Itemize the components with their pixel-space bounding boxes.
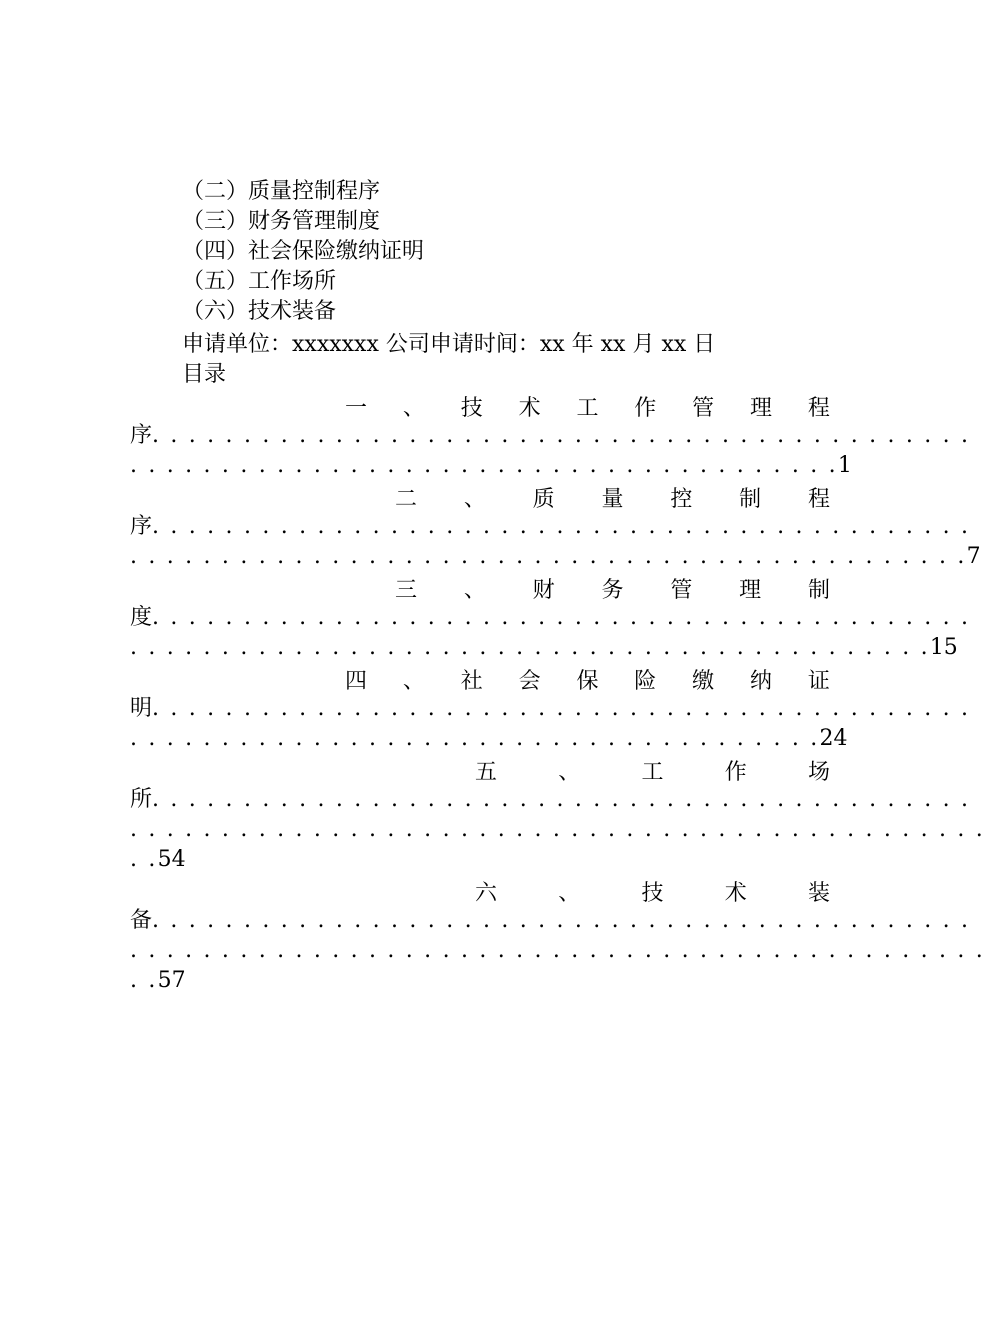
toc-page-number: 54: [157, 847, 186, 872]
leader-dots: . . . . . . . . . . . . . . . . . . . . . . . . . . . . . . . . . . . . . . . . . . . . .: [152, 696, 971, 721]
leader-dots: . . . . . . . . . . . . . . . . . . . . . . . . . . . . . . . . . . . . . . . . . . . . .: [152, 908, 971, 933]
toc-leader-row: [130, 966, 830, 996]
toc-number: 三: [395, 577, 418, 603]
toc-number: 一: [345, 395, 368, 421]
toc-heading-row: [130, 755, 830, 785]
toc-title-char: 理: [750, 395, 773, 421]
toc-title-char: 控: [670, 486, 693, 512]
toc-number: 六: [475, 880, 498, 906]
toc-separator: 、: [463, 577, 486, 603]
toc-leader-row: [130, 815, 985, 845]
toc-heading-row: [130, 391, 830, 421]
leader-dots: . . . . . . . . . . . . . . . . . . . . . . . . . . . . . . . . . . . . . . . . . . . . .: [152, 787, 971, 812]
outline-item: （四）社会保险缴纳证明: [182, 239, 425, 264]
toc-title-char: 技: [460, 395, 483, 421]
applicant-line: 申请单位：xxxxxxx 公司申请时间：xx 年 xx 月 xx 日: [182, 332, 716, 357]
leader-dots: . . . . . . . . . . . . . . . . . . . . . . . . . . . . . . . . . . . . . . . . . . . . .: [152, 423, 971, 448]
toc-leader-row: [130, 421, 971, 451]
leader-dots: . . . . . . . . . . . . . . . . . . . . . . . . . . . . . . . . . . . . . . . . . . . . . .: [130, 544, 967, 569]
toc-title-char: 社: [460, 668, 483, 694]
toc-heading-row: [130, 573, 830, 603]
toc-leader-row: [130, 542, 981, 572]
toc-title-char: 制: [739, 486, 762, 512]
toc-leader-row: [130, 845, 830, 875]
toc-title-char: 技: [641, 880, 664, 906]
leader-dots: . .: [130, 968, 158, 993]
toc-title-char: 理: [739, 577, 762, 603]
toc-page-number: 15: [929, 635, 958, 660]
toc-number: 二: [395, 486, 418, 512]
toc-title-char: 保: [576, 668, 599, 694]
toc-leader-row: [130, 694, 971, 724]
toc-heading-row: [130, 664, 830, 694]
toc-title: 目录: [182, 362, 227, 387]
toc-title-char: 证: [807, 668, 830, 694]
toc-title-char: 工: [576, 395, 599, 421]
leader-dots: . . . . . . . . . . . . . . . . . . . . . . . . . . . . . . . . . . . . . . .: [130, 453, 838, 478]
toc-title-char: 管: [670, 577, 693, 603]
toc-title-char: 术: [518, 395, 541, 421]
toc-title-char: 工: [641, 759, 664, 785]
leader-dots: . . . . . . . . . . . . . . . . . . . . . . . . . . . . . . . . . . . . . . . . . . . . . . .: [130, 817, 985, 842]
toc-title-char: 管: [692, 395, 715, 421]
toc-separator: 、: [558, 880, 581, 906]
toc-title-char: 务: [601, 577, 624, 603]
toc-title-char: 险: [634, 668, 657, 694]
toc-leader-row: [130, 936, 985, 966]
outline-item: （六）技术装备: [182, 299, 337, 324]
toc-title-tail: 备: [130, 908, 153, 933]
toc-entry: [130, 876, 985, 996]
toc-title-char: 场: [807, 759, 830, 785]
toc-title-tail: 度: [130, 605, 153, 630]
toc-title-char: 制: [807, 577, 830, 603]
toc-number: 五: [475, 759, 498, 785]
toc-title-char: 缴: [692, 668, 715, 694]
toc-title-char: 财: [532, 577, 555, 603]
outline-item: （三）财务管理制度: [182, 209, 381, 234]
leader-dots: . . . . . . . . . . . . . . . . . . . . . . . . . . . . . . . . . . . . . . . . . . . . .: [152, 605, 971, 630]
toc-title-char: 会: [518, 668, 541, 694]
toc-entry: [130, 573, 971, 663]
toc-title-char: 质: [532, 486, 555, 512]
outline-item: （二）质量控制程序: [182, 179, 381, 204]
toc-title-tail: 所: [130, 787, 153, 812]
leader-dots: . . . . . . . . . . . . . . . . . . . . . . . . . . . . . . . . . . . . . . . . . . . . . . .: [130, 938, 985, 963]
toc-separator: 、: [463, 486, 486, 512]
leader-dots: . . . . . . . . . . . . . . . . . . . . . . . . . . . . . . . . . . . . . .: [130, 726, 820, 751]
toc-separator: 、: [402, 668, 425, 694]
toc-page-number: 1: [837, 453, 852, 478]
toc-leader-row: [130, 512, 971, 542]
toc-entry: [130, 755, 985, 875]
toc-heading-row: [130, 876, 830, 906]
toc-title-char: 程: [807, 395, 830, 421]
toc-title-char: 术: [724, 880, 747, 906]
toc-leader-row: [130, 633, 958, 663]
toc-leader-row: [130, 451, 852, 481]
toc-title-tail: 明: [130, 696, 153, 721]
toc-title-char: 作: [724, 759, 747, 785]
toc-title-char: 纳: [750, 668, 773, 694]
toc-heading-row: [130, 482, 830, 512]
toc-page-number: 57: [157, 968, 186, 993]
toc-page-number: 7: [966, 544, 981, 569]
toc-leader-row: [130, 724, 848, 754]
toc-separator: 、: [402, 395, 425, 421]
toc-page-number: 24: [819, 726, 848, 751]
toc-leader-row: [130, 906, 971, 936]
toc-number: 四: [345, 668, 368, 694]
toc-entry: [130, 391, 971, 481]
toc-title-tail: 序: [130, 514, 153, 539]
toc-separator: 、: [558, 759, 581, 785]
toc-entry: [130, 482, 981, 572]
toc-title-char: 装: [807, 880, 830, 906]
toc-title-char: 作: [634, 395, 657, 421]
leader-dots: . .: [130, 847, 158, 872]
leader-dots: . . . . . . . . . . . . . . . . . . . . . . . . . . . . . . . . . . . . . . . . . . . .: [130, 635, 930, 660]
leader-dots: . . . . . . . . . . . . . . . . . . . . . . . . . . . . . . . . . . . . . . . . . . . . .: [152, 514, 971, 539]
toc-title-char: 量: [601, 486, 624, 512]
toc-leader-row: [130, 603, 971, 633]
toc-title-char: 程: [807, 486, 830, 512]
toc-title-tail: 序: [130, 423, 153, 448]
outline-item: （五）工作场所: [182, 269, 337, 294]
toc-leader-row: [130, 785, 971, 815]
toc-entry: [130, 664, 971, 754]
